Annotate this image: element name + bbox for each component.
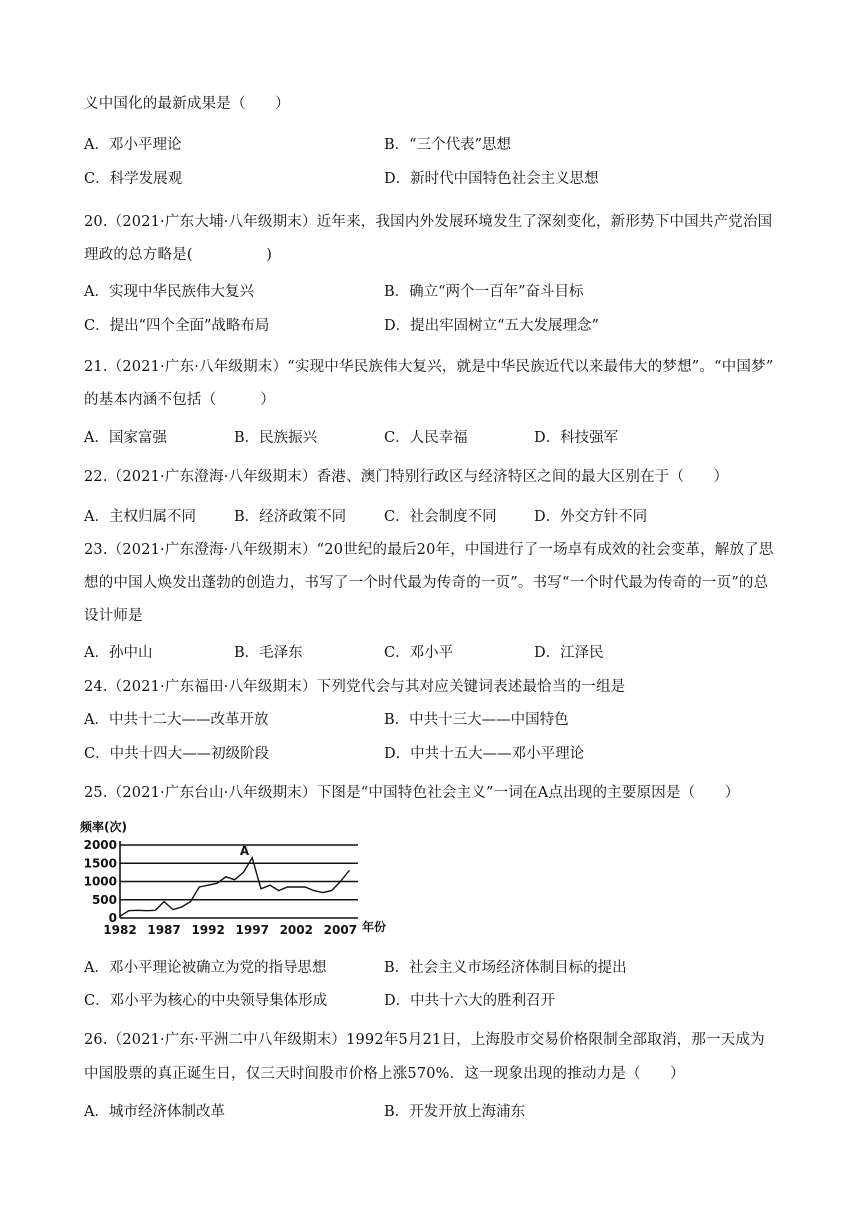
- answer-option: B．中共十三大——中国特色: [384, 712, 569, 728]
- answer-option: C．社会制度不同: [384, 509, 497, 525]
- answer-option: C．提出“四个全面”战略布局: [84, 318, 270, 334]
- answer-option: D．中共十六大的胜利召开: [384, 993, 556, 1009]
- x-tick-label: 1997: [235, 923, 269, 937]
- answer-option: B．社会主义市场经济体制目标的提出: [384, 960, 627, 976]
- answer-option: C．科学发展观: [84, 171, 183, 187]
- answer-option: D．提出牢固树立“五大发展理念”: [384, 318, 599, 334]
- x-axis-label: 年份: [362, 920, 387, 934]
- x-tick-label: 2002: [279, 923, 313, 937]
- question-line: 设计师是: [84, 608, 143, 624]
- data-point: [349, 870, 350, 871]
- question-line: 23.（2021·广东澄海·八年级期末）“20世纪的最后20年，中国进行了一场卓有成效的社会变革，解放了思: [84, 542, 774, 558]
- data-point: [340, 881, 341, 882]
- x-tick-label: 1992: [191, 923, 225, 937]
- answer-option: B．经济政策不同: [234, 509, 347, 525]
- data-point: [296, 886, 297, 887]
- x-tick-label: 1982: [103, 923, 137, 937]
- y-tick-label: 0: [108, 911, 117, 925]
- question-line: 21.（2021·广东·八年级期末）“实现中华民族伟大复兴，就是中华民族近代以来最伟大的梦想”。“中国梦”: [84, 359, 774, 375]
- annotation-label: A: [239, 843, 250, 858]
- answer-option: D．外交方针不同: [534, 509, 648, 525]
- answer-option: A．实现中华民族伟大复兴: [84, 284, 254, 300]
- question-line: 中国股票的真正诞生日，仅三天时间股市价格上涨570%．这一现象出现的推动力是（ ）: [84, 1066, 685, 1082]
- data-point: [216, 883, 217, 884]
- data-point: [137, 910, 138, 911]
- x-tick-label: 1987: [147, 923, 181, 937]
- data-point: [199, 886, 200, 887]
- answer-option: B．“三个代表”思想: [384, 137, 511, 153]
- answer-option: B．民族振兴: [234, 430, 318, 446]
- data-point: [331, 890, 332, 891]
- data-point: [313, 890, 314, 891]
- data-point: [225, 876, 226, 877]
- frequency-line-chart: [76, 815, 396, 945]
- answer-option: A．主权归属不同: [84, 509, 196, 525]
- question-line: 25.（2021·广东台山·八年级期末）下图是“中国特色社会主义”一词在A点出现的主要原因是（ ）: [84, 785, 740, 801]
- answer-option: A．国家富强: [84, 430, 167, 446]
- data-point: [322, 892, 323, 893]
- answer-option: B．毛泽东: [234, 645, 303, 661]
- answer-option: B．确立“两个一百年”奋斗目标: [384, 284, 584, 300]
- data-point: [119, 916, 120, 917]
- answer-option: C．邓小平: [384, 645, 454, 661]
- answer-option: C．人民幸福: [384, 430, 468, 446]
- answer-option: A．邓小平理论: [84, 137, 182, 153]
- data-point: [287, 886, 288, 887]
- question-line: 26.（2021·广东·平洲二中八年级期末）1992年5月21日，上海股市交易价格限制全部取消，那一天成为: [84, 1032, 765, 1048]
- answer-option: A．中共十二大——改革开放: [84, 712, 269, 728]
- answer-option: A．邓小平理论被确立为党的指导思想: [84, 960, 327, 976]
- answer-option: D．中共十五大——邓小平理论: [384, 746, 585, 762]
- y-tick-label: 1000: [83, 874, 117, 889]
- y-tick-label: 500: [91, 892, 117, 907]
- y-axis-label: 频率(次): [80, 820, 127, 834]
- answer-option: B．开发开放上海浦东: [384, 1104, 526, 1120]
- data-point: [305, 886, 306, 887]
- answer-option: D．江泽民: [534, 645, 604, 661]
- data-point: [155, 910, 156, 911]
- question-line: 的基本内涵不包括（ ）: [84, 392, 276, 408]
- data-point: [190, 901, 191, 902]
- question-line: 义中国化的最新成果是（ ）: [84, 96, 290, 112]
- y-tick-label: 2000: [83, 838, 117, 852]
- series-line: [120, 858, 349, 916]
- answer-option: D．科技强军: [534, 430, 619, 446]
- question-line: 理政的总方略是( ): [84, 247, 273, 263]
- data-point: [278, 890, 279, 891]
- answer-option: C．邓小平为核心的中央领导集体形成: [84, 993, 328, 1009]
- question-line: 20.（2021·广东大埔·八年级期末）近年来，我国内外发展环境发生了深刻变化，新形势下中国共产党治国: [84, 214, 773, 230]
- data-point: [243, 872, 244, 873]
- data-point: [163, 901, 164, 902]
- data-point: [234, 879, 235, 880]
- data-point: [252, 857, 253, 858]
- question-line: 想的中国人焕发出蓬勃的创造力，书写了一个时代最为传奇的一页”。书写“一个时代最为传奇的一页”的总: [84, 575, 769, 591]
- data-point: [208, 885, 209, 886]
- y-tick-label: 1500: [83, 856, 117, 871]
- data-point: [269, 885, 270, 886]
- question-line: 22.（2021·广东澄海·八年级期末）香港、澳门特别行政区与经济特区之间的最大区别在于（ ）: [84, 469, 729, 485]
- x-tick-label: 2007: [323, 923, 358, 937]
- data-point: [181, 906, 182, 907]
- answer-option: A．孙中山: [84, 645, 153, 661]
- question-line: 24.（2021·广东福田·八年级期末）下列党代会与其对应关键词表述最恰当的一组是: [84, 679, 626, 695]
- data-point: [260, 888, 261, 889]
- data-point: [172, 909, 173, 910]
- answer-option: D．新时代中国特色社会主义思想: [384, 171, 599, 187]
- answer-option: A．城市经济体制改革: [84, 1104, 225, 1120]
- answer-option: C．中共十四大——初级阶段: [84, 746, 270, 762]
- data-point: [146, 910, 147, 911]
- data-point: [128, 910, 129, 911]
